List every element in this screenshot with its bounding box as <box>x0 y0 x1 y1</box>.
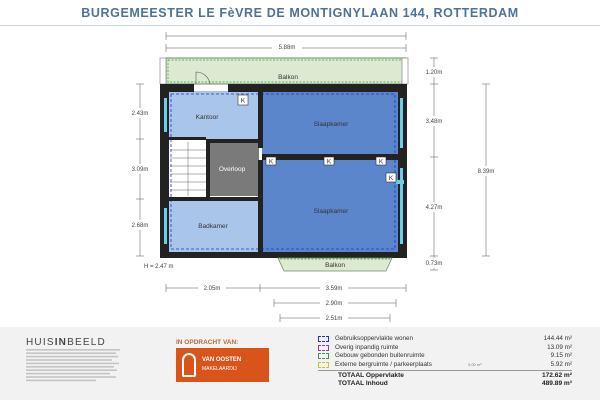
total-volume-row: TOTAAL Inhoud 489.89 m³ <box>338 379 572 387</box>
dim-bottom-right: 3.59m <box>325 286 343 292</box>
dim-right-1: 1.20m <box>425 70 443 76</box>
legend-swatch-storage <box>318 362 329 368</box>
dim-bottom-left: 2.05m <box>203 286 221 292</box>
marker-k-5 <box>386 173 396 182</box>
svg-text:K: K <box>240 97 246 105</box>
room-label-bedroom-top: Slaapkamer <box>313 121 349 128</box>
total-area-row: TOTAAL Oppervlakte 172.62 m² <box>338 372 572 380</box>
marker-k-3 <box>324 157 334 166</box>
balcony-bottom <box>278 258 392 271</box>
legend-swatch-living <box>318 336 329 342</box>
legend-swatch-other-indoor <box>318 345 329 351</box>
marker-k-1 <box>238 95 248 105</box>
agency-logo-mark <box>182 353 196 377</box>
room-label-bathroom: Badkamer <box>198 223 228 230</box>
marker-k-4 <box>376 157 386 166</box>
dim-right-4: 0.73m <box>425 261 443 267</box>
legend-divider <box>318 370 572 371</box>
room-label-landing: Overloop <box>218 166 246 173</box>
brand-disclaimer <box>26 349 126 386</box>
page-title: BURGEMEESTER LE FèVRE DE MONTIGNYLAAN 144, ROTTERDAM <box>81 6 519 20</box>
room-bedroom-bottom <box>262 160 398 252</box>
legend-row-outdoor: Gebouw gebonden buitenruimte 9.15 m² <box>318 352 572 361</box>
dim-right-3: 4.27m <box>425 205 443 211</box>
area-legend <box>318 335 572 387</box>
commission-label: IN OPDRACHT VAN: <box>176 339 239 346</box>
agency-logo <box>176 348 269 382</box>
dim-top-width: 5.88m <box>278 45 296 51</box>
dim-bottom-2: 2.90m <box>325 301 343 307</box>
marker-k-2 <box>266 157 276 166</box>
legend-note-parking: 0.00 m² <box>468 361 482 367</box>
agency-name: VAN OOSTEN <box>202 357 242 363</box>
dim-left-2: 3.09m <box>131 167 149 173</box>
room-label-office: Kantoor <box>195 114 219 121</box>
room-label-balcony-top: Balkon <box>278 74 298 81</box>
brand-rest: BEELD <box>67 337 106 348</box>
svg-text:K: K <box>268 158 274 166</box>
brand-bold: IN <box>54 337 68 348</box>
disclaimer-lines <box>26 349 126 385</box>
dim-left-3: 2.68m <box>131 223 149 229</box>
dim-left-1: 2.43m <box>131 111 149 117</box>
ceiling-height: H = 2.47 m <box>144 264 174 270</box>
brand-light: HUIS <box>26 337 55 348</box>
dim-right-2: 3.48m <box>425 119 443 125</box>
agency-sub: MAKELAARDIJ <box>202 366 237 372</box>
room-label-bedroom-bottom: Slaapkamer <box>313 208 349 215</box>
brand-logo <box>26 337 106 348</box>
dim-right-total: 8.39m <box>477 169 495 175</box>
legend-row-living: Gebruiksoppervlakte wonen 144.44 m² <box>318 335 572 344</box>
svg-text:K: K <box>388 175 394 182</box>
room-label-balcony-bottom: Balkon <box>325 262 345 269</box>
svg-text:K: K <box>378 158 384 166</box>
legend-swatch-outdoor <box>318 353 329 359</box>
dim-bottom-3: 2.51m <box>325 316 343 322</box>
balcony-top <box>160 58 408 84</box>
svg-text:K: K <box>326 158 332 166</box>
legend-row-other-indoor: Overig inpandig ruimte 13.09 m² <box>318 344 572 353</box>
legend-row-storage: Externe bergruimte / parkeerplaats 0.00 m² 5.92 m² <box>318 361 572 370</box>
